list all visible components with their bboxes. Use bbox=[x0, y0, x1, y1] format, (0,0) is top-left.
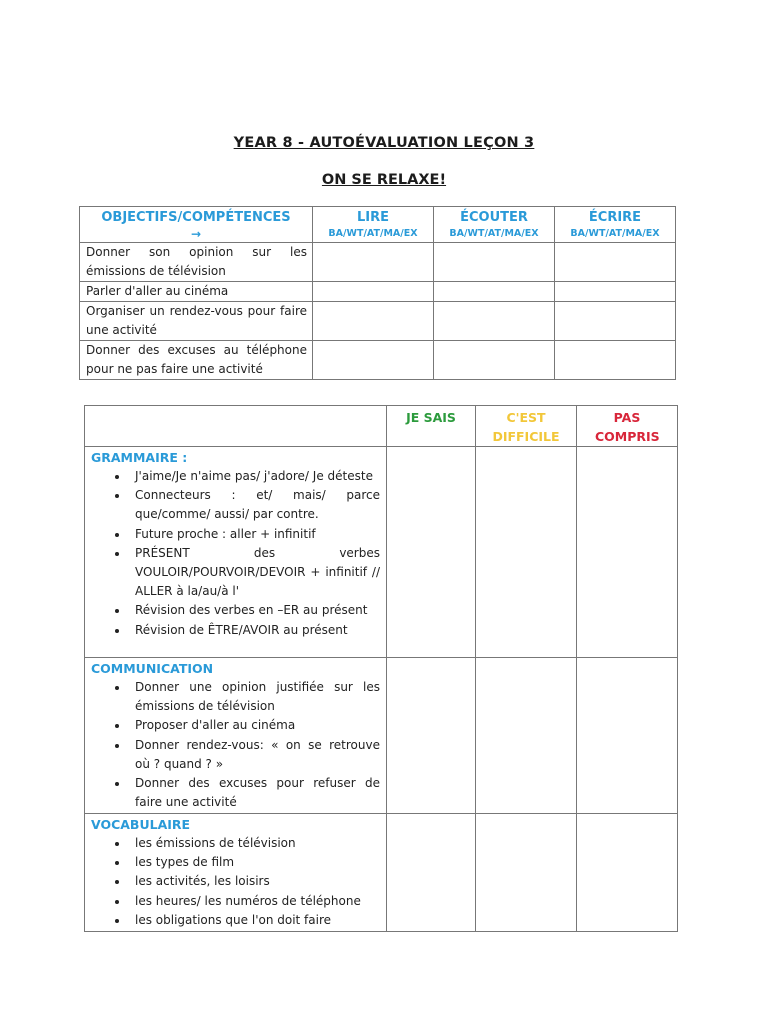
grammaire-section bbox=[85, 447, 387, 658]
table-row bbox=[80, 282, 676, 302]
list-item: J'aime/Je n'aime pas/ j'adore/ Je déteste bbox=[135, 467, 380, 486]
page-subtitle: ON SE RELAXE! bbox=[321, 172, 447, 188]
section-row-vocabulaire bbox=[85, 814, 678, 932]
assessment-cell[interactable] bbox=[555, 282, 676, 302]
list-item: Donner des excuses pour refuser de faire une activité bbox=[135, 774, 380, 812]
list-item: les obligations que l'on doit faire bbox=[135, 911, 380, 930]
objective-label: Donner des excuses au téléphone pour ne pas faire une activité bbox=[80, 341, 313, 380]
assessment-cell[interactable] bbox=[313, 341, 434, 380]
table-row bbox=[80, 341, 676, 380]
assessment-cell[interactable] bbox=[555, 302, 676, 341]
list-item: Révision des verbes en –ER au présent bbox=[135, 601, 380, 620]
assessment-cell[interactable] bbox=[434, 282, 555, 302]
skill-name: ÉCOUTER bbox=[460, 210, 528, 225]
cest-difficile-header: C'EST DIFFICILE bbox=[476, 406, 577, 447]
assessment-cell[interactable] bbox=[387, 814, 476, 932]
skills-table bbox=[79, 206, 676, 380]
skill-name: LIRE bbox=[356, 210, 389, 225]
skill-scale: BA/WT/AT/MA/EX bbox=[328, 228, 418, 239]
section-row-grammaire bbox=[85, 447, 678, 658]
skill-header-lire bbox=[313, 207, 434, 243]
section-title: COMMUNICATION bbox=[91, 661, 214, 676]
list-item: les émissions de télévision bbox=[135, 834, 380, 853]
list-item: PRÉSENT des verbes VOULOIR/POURVOIR/DEVOIR + infinitif // ALLER à la/au/à l' bbox=[135, 544, 380, 602]
communication-section bbox=[85, 658, 387, 814]
list-item: Donner une opinion justifiée sur les émissions de télévision bbox=[135, 678, 380, 716]
self-assessment-table bbox=[84, 405, 678, 932]
table-row bbox=[80, 243, 676, 282]
objectifs-label: OBJECTIFS/COMPÉTENCES bbox=[101, 210, 291, 225]
vocabulaire-section bbox=[85, 814, 387, 932]
list-item: les activités, les loisirs bbox=[135, 872, 380, 891]
arrow-right-icon: → bbox=[190, 227, 202, 241]
section-title: GRAMMAIRE : bbox=[91, 450, 188, 465]
assessment-cell[interactable] bbox=[476, 814, 577, 932]
assessment-cell[interactable] bbox=[387, 658, 476, 814]
page-title: YEAR 8 - AUTOÉVALUATION LEÇON 3 bbox=[233, 135, 535, 151]
pas-compris-header: PAS COMPRIS bbox=[577, 406, 678, 447]
objective-label: Organiser un rendez-vous pour faire une activité bbox=[80, 302, 313, 341]
skills-header-row bbox=[80, 207, 676, 243]
assessment-header-row bbox=[85, 406, 678, 447]
assessment-cell[interactable] bbox=[313, 302, 434, 341]
list-item: Donner rendez-vous: « on se retrouve où ? quand ? » bbox=[135, 736, 380, 774]
list-item: Proposer d'aller au cinéma bbox=[135, 716, 380, 735]
skill-header-ecrire bbox=[555, 207, 676, 243]
vocabulaire-list bbox=[91, 834, 380, 930]
section-row-communication bbox=[85, 658, 678, 814]
list-item: les types de film bbox=[135, 853, 380, 872]
skill-scale: BA/WT/AT/MA/EX bbox=[570, 228, 660, 239]
assessment-cell[interactable] bbox=[577, 658, 678, 814]
list-item: Révision de ÊTRE/AVOIR au présent bbox=[135, 621, 380, 640]
list-item: les heures/ les numéros de téléphone bbox=[135, 892, 380, 911]
section-title: VOCABULAIRE bbox=[91, 817, 191, 832]
assessment-cell[interactable] bbox=[313, 243, 434, 282]
je-sais-header: JE SAIS bbox=[387, 406, 476, 447]
assessment-cell[interactable] bbox=[476, 658, 577, 814]
table-row bbox=[80, 302, 676, 341]
assessment-cell[interactable] bbox=[434, 243, 555, 282]
communication-list bbox=[91, 678, 380, 812]
assessment-cell[interactable] bbox=[555, 243, 676, 282]
skill-header-ecouter bbox=[434, 207, 555, 243]
skill-name: ÉCRIRE bbox=[588, 210, 642, 225]
assessment-cell[interactable] bbox=[387, 447, 476, 658]
list-item: Connecteurs : et/ mais/ parce que/comme/ aussi/ par contre. bbox=[135, 486, 380, 524]
objective-label: Parler d'aller au cinéma bbox=[80, 282, 313, 302]
assessment-cell[interactable] bbox=[313, 282, 434, 302]
assessment-cell[interactable] bbox=[577, 447, 678, 658]
empty-header-cell bbox=[85, 406, 387, 447]
assessment-cell[interactable] bbox=[577, 814, 678, 932]
assessment-cell[interactable] bbox=[555, 341, 676, 380]
objective-label: Donner son opinion sur les émissions de télévision bbox=[80, 243, 313, 282]
list-item: Future proche : aller + infinitif bbox=[135, 525, 380, 544]
assessment-cell[interactable] bbox=[476, 447, 577, 658]
assessment-cell[interactable] bbox=[434, 341, 555, 380]
grammaire-list bbox=[91, 467, 380, 640]
skill-scale: BA/WT/AT/MA/EX bbox=[449, 228, 539, 239]
assessment-cell[interactable] bbox=[434, 302, 555, 341]
objectifs-header bbox=[80, 207, 313, 243]
